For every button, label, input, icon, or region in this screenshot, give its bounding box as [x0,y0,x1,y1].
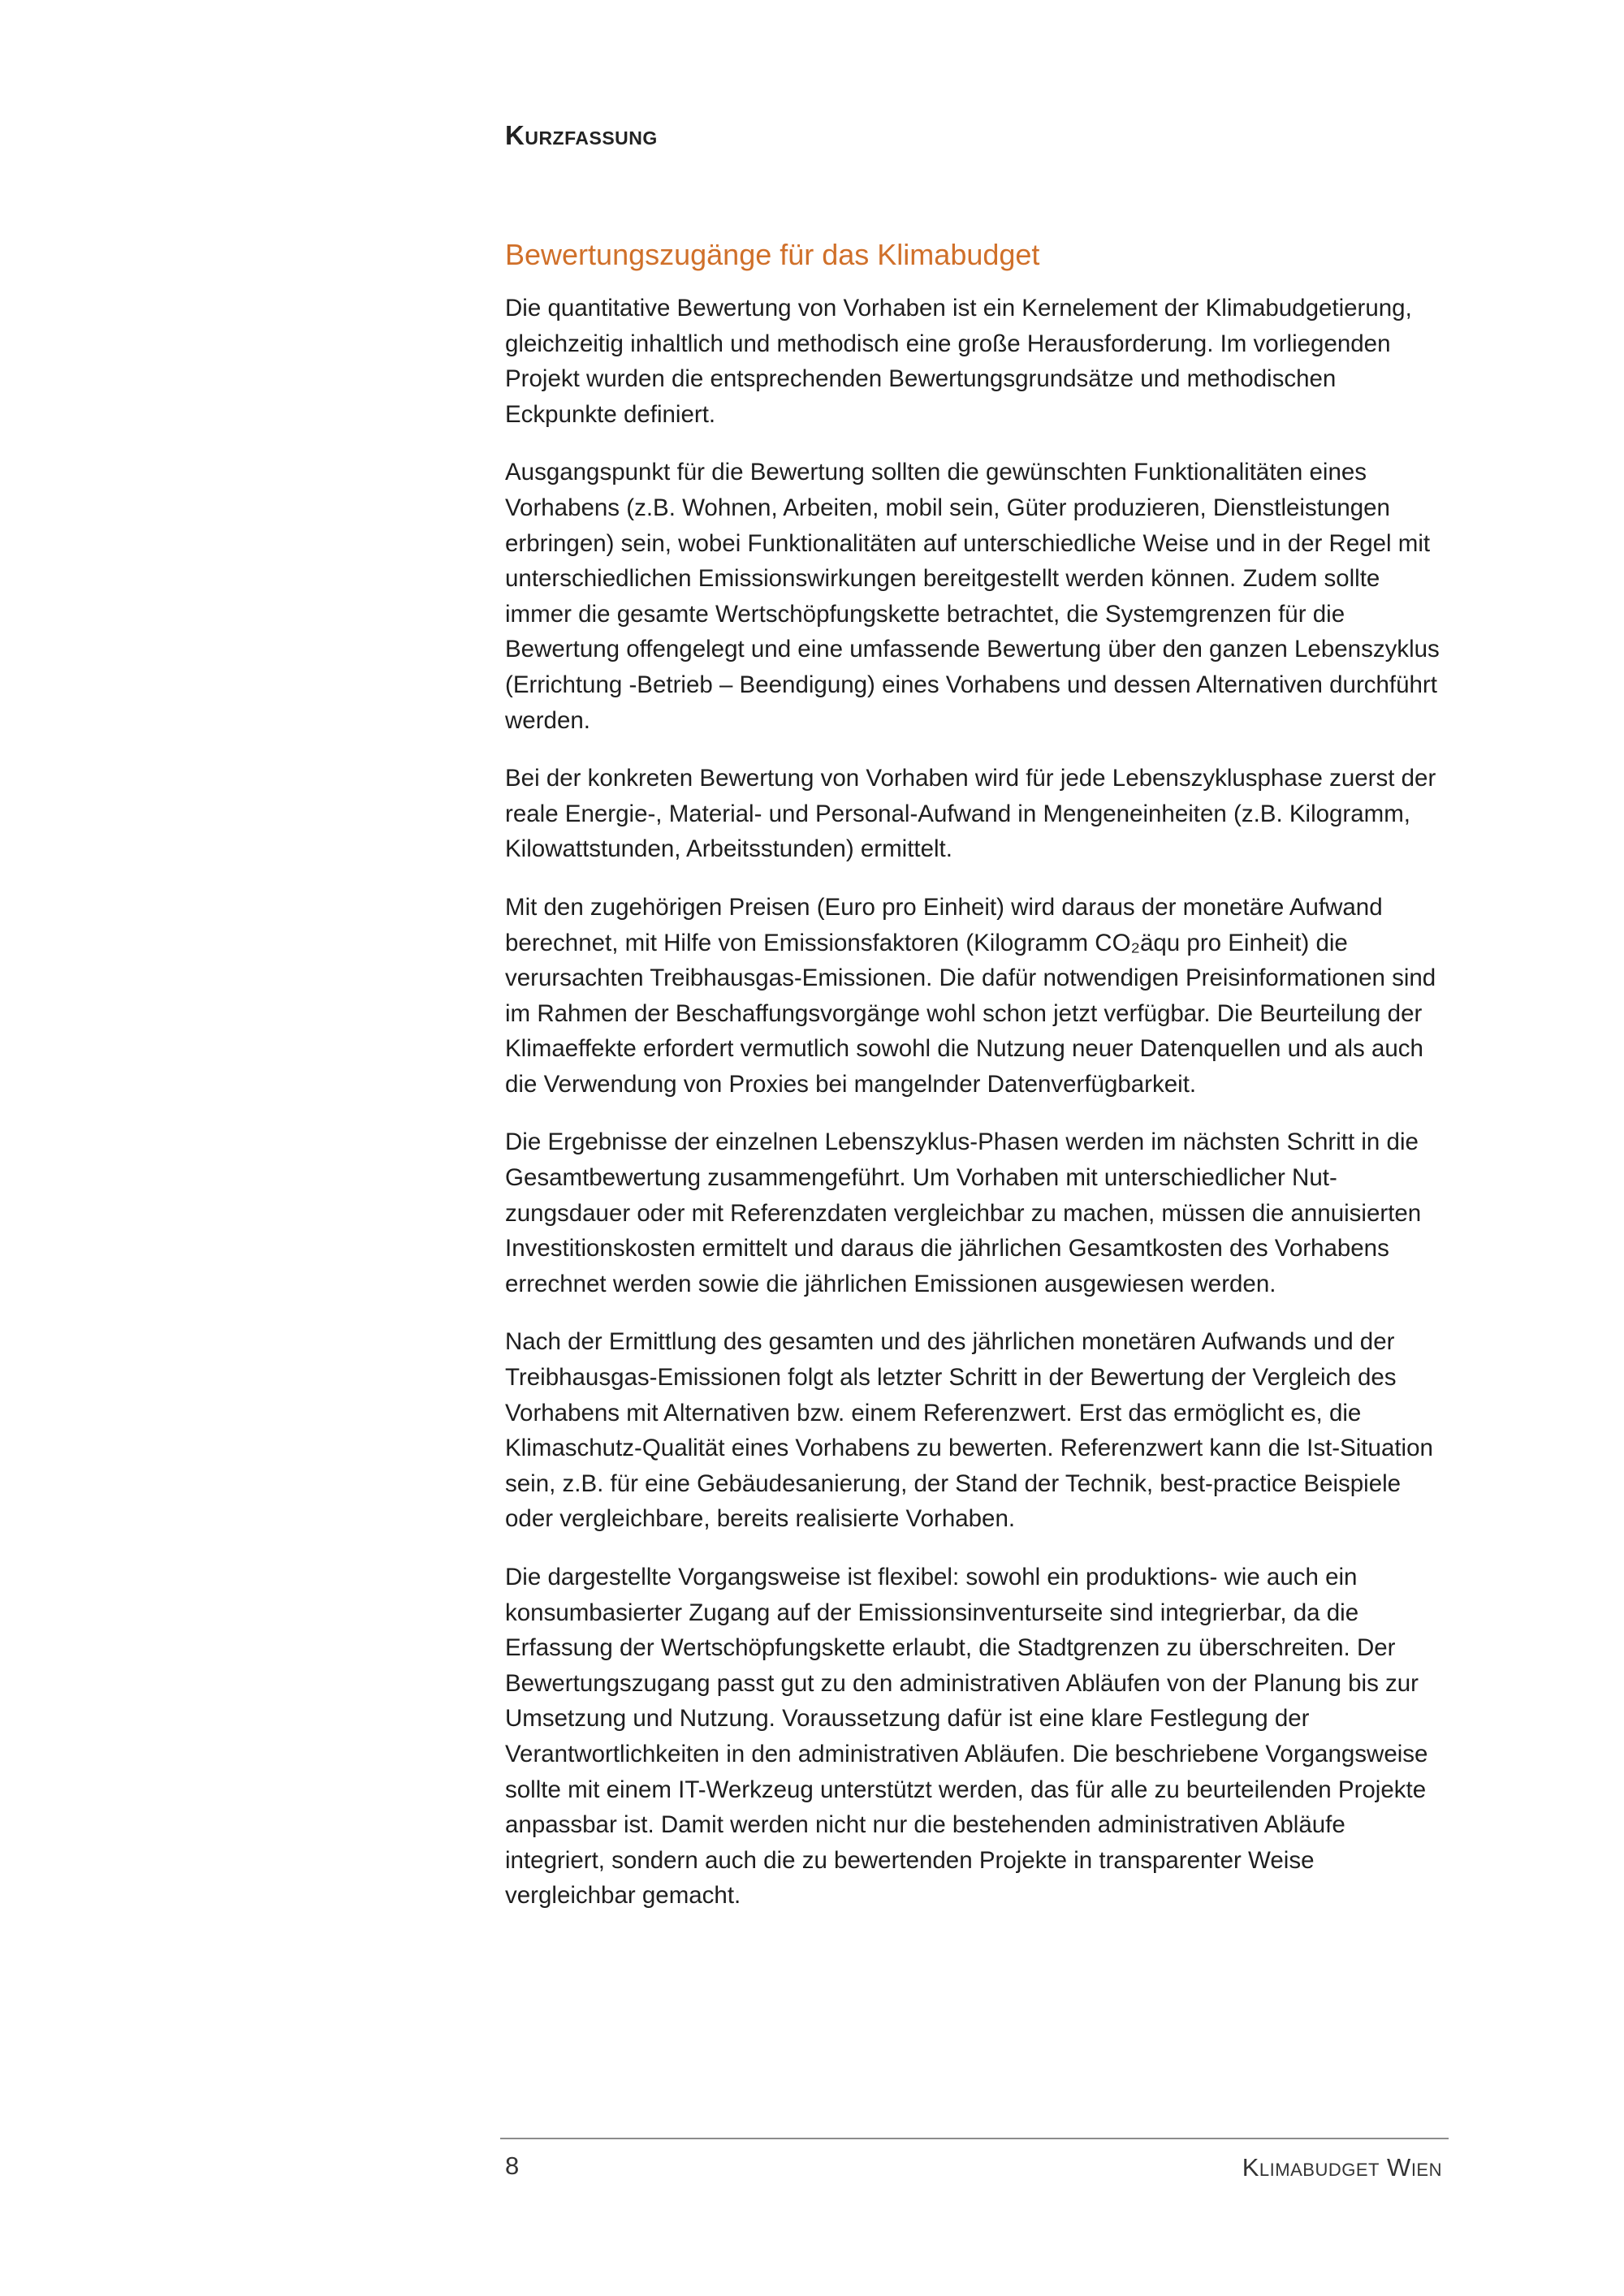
page-number: 8 [505,2151,520,2180]
paragraph-2: Ausgangspunkt für die Bewertung sollten die gewünschten Funktionalitäten eines Vorhabens (z.B. Wohnen, Arbeiten, mobil sein, Güter produzieren, Dienstleistungen erbringen) sein, wobei Funktionalitäten auf unterschiedliche Weise und in der Regel mit unterschiedlichen Emissionswirkungen bereitgestellt werden können. Zudem sollte immer die gesamte Wertschöpfungskette betrachtet, die Systemgrenzen für die Bewertung offengelegt und eine umfassende Bewertung über den ganzen Lebenszyklus (Errichtung -Betrieb – Beendigung) eines Vorhabens und dessen Alternativen durchführt werden. [505,459,1440,734]
footer-title: Klimabudget Wien [1242,2153,1442,2182]
running-header: Kurzfassung [505,120,658,150]
paragraph-5: Die Ergebnisse der einzelnen Lebenszyklus-Phasen werden im nächsten Schritt in die Gesamtbewertung zusammengeführt. Um Vorhaben mit unterschiedlicher Nutzungsdauer oder mit Referenzdaten vergleichbar zu machen, müssen die annuisierten Investitionskosten ermittelt und daraus die jährlichen Gesamtkosten des Vorhabens errechnet werden sowie die jährlichen Emissionen ausgewiesen werden. [505,1129,1422,1297]
paragraph-1: Die quantitative Bewertung von Vorhaben ist ein Kernelement der Klimabudgetierung, gleichzeitig inhaltlich und methodisch eine große Herausforderung. Im vorliegenden Projekt wurden die entsprechenden Bewertungsgrundsätze und methodischen Eckpunkte definiert. [505,295,1412,428]
paragraph-4: Mit den zugehörigen Preisen (Euro pro Einheit) wird daraus der monetäre Aufwand berechnet, mit Hilfe von Emissionsfaktoren (Kilogramm CO₂äqu pro Einheit) die verursachten Treibhausgas-Emissionen. Die dafür notwendigen Preisinformationen sind im Rahmen der Beschaffungsvorgänge wohl schon jetzt verfügbar. Die Beurteilung der Klimaeffekte erfordert vermutlich sowohl die Nutzung neuer Datenquellen und als auch die Verwendung von Proxies bei mangelnder Datenverfügbarkeit. [505,893,1436,1098]
paragraph-3: Bei der konkreten Bewertung von Vorhaben wird für jede Lebenszyklusphase zuerst der reale Energie-, Material- und Personal-Aufwand in Mengeneinheiten (z.B. Kilogramm, Kilowattstunden, Arbeitsstunden) ermittelt. [505,765,1436,863]
footer-divider [500,2138,1449,2139]
main-content [505,234,1447,1936]
section-heading: Bewertungszugänge für das Klimabudget [505,238,1040,271]
paragraph-6: Nach der Ermittlung des gesamten und des jährlichen monetären Aufwands und der Treibhausgas-Emissionen folgt als letzter Schritt in der Bewertung der Vergleich des Vorhabens mit Alternativen bzw. einem Referenzwert. Erst das ermöglicht es, die Klimaschutz-Qualität eines Vorhabens zu bewerten. Referenzwert kann die Ist-Situation sein, z.B. für eine Gebäudesanierung, der Stand der Technik, best-practice Beispiele oder vergleichbare, bereits realisierte Vorhaben. [505,1328,1433,1533]
paragraph-7: Die dargestellte Vorgangsweise ist flexibel: sowohl ein produktions- wie auch ein konsumbasierter Zugang auf der Emissionsinventurseite sind integrierbar, da die Erfassung der Wertschöpfungskette erlaubt, die Stadtgrenzen zu überschreiten. Der Bewertungszugang passt gut zu den administrativen Abläufen von der Planung bis zur Umsetzung und Nutzung. Voraussetzung dafür ist eine klare Festlegung der Verantwortlichkeiten in den administrativen Abläufen. Die beschriebene Vorgangsweise sollte mit einem IT-Werkzeug unterstützt werden, das für alle zu beurteilenden Projekte anpassbar ist. Damit werden nicht nur die bestehenden administrativen Abläufe integriert, sondern auch die zu bewertenden Projekte in transparenter Weise vergleichbar gemacht. [505,1564,1428,1910]
